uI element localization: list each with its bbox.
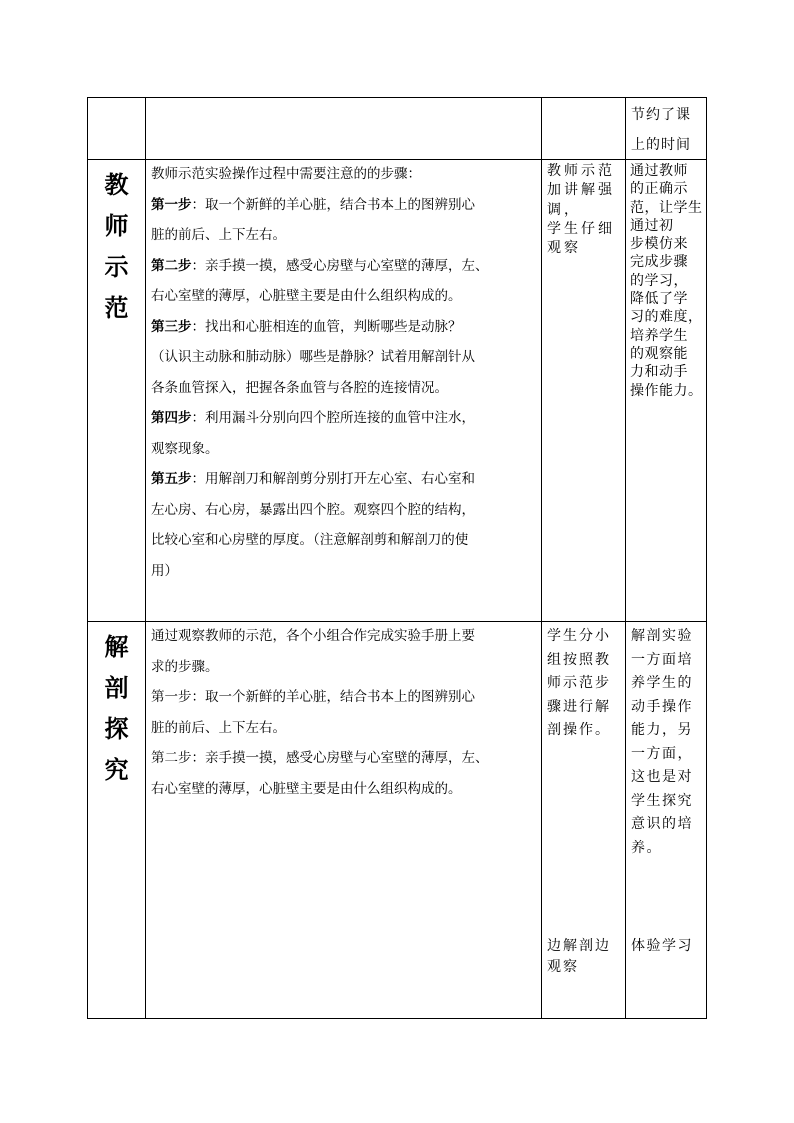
text-line: 观察 [547,240,581,257]
explore-step-2 [151,743,539,774]
step-label: 第二步 [151,750,192,766]
text-line: 的学习， [630,272,688,289]
demo-step-5-cont: 比较心室和心房壁的厚度。（注意解剖剪和解剖刀的使 [151,532,469,548]
text-line: 动手操作 [631,698,693,715]
column-divider [145,98,146,1018]
text-line: 学生探究 [631,792,693,809]
text-line: 加讲解强 [547,182,615,199]
text-line: 降低了学 [630,291,688,308]
explore-student-cell [547,625,625,743]
step-sep: ： [191,750,205,766]
explore-student-cell-2 [547,936,625,978]
step-text: 找出和心脏相连的血管，判断哪些是动脉？ [205,318,462,335]
step-text: 亲手摸一摸，感受心房壁与心室壁的薄厚，左、 [205,750,489,766]
text-line: 体验学习 [631,938,693,954]
label-char: 教 [104,170,129,199]
step-label: 第五步 [151,471,192,487]
text-line: 学生分小 [547,628,611,644]
text-line: 的观察能 [630,345,688,362]
text-line: 教师示范 [547,163,615,179]
demo-step-2-cont: 右心室壁的薄厚，心脏壁主要是由什么组织构成的。 [151,288,462,304]
text-line: 养。 [631,839,662,856]
text-line: 解剖实验 [631,628,693,644]
step-label: 第一步 [151,196,192,213]
text-line: 步模仿来 [630,236,688,253]
step-label: 第三步 [151,318,192,335]
text-line: 学生仔细 [547,220,615,237]
text-line: 剖操作。 [547,722,611,738]
text-line: 通过初 [630,217,674,234]
label-char: 剖 [104,673,129,702]
step-sep: ： [191,471,205,487]
text-line: 观察 [547,959,579,975]
explore-purpose-cell-2 [631,936,708,957]
step-text: 利用漏斗分别向四个腔所连接的血管中注水， [205,410,475,426]
explore-content-cell [151,621,539,804]
label-char: 探 [104,714,129,743]
step-text: 取一个新鲜的羊心脏，结合书本上的图辨别心 [205,196,475,213]
explore-intro-cont: 求的步骤。 [151,658,219,675]
text-line: 的正确示 [630,181,688,198]
demo-step-3 [151,312,539,343]
text-line: 习的难度， [630,309,703,326]
demo-step-5-cont: 用） [151,562,178,579]
step-sep: ： [191,318,205,335]
text-line: 力和动手 [630,364,688,381]
text-line: 意识的培 [631,816,693,832]
text-line: 能力，另 [631,722,693,738]
text-line: 组按照教 [547,651,611,668]
demo-student-cell [547,162,625,258]
demo-intro: 教师示范实验操作过程中需要注意的的步骤： [151,166,421,182]
step-text: 取一个新鲜的羊心脏，结合书本上的图辨别心 [205,689,475,705]
explore-step-2-cont: 右心室壁的薄厚，心脏壁主要是由什么组织构成的。 [151,780,462,797]
explore-section-label [88,626,145,790]
demo-step-4 [151,403,539,434]
step-text: 亲手摸一摸，感受心房壁与心室壁的薄厚，左、 [205,257,489,274]
explore-step-1 [151,682,539,713]
text-line: 节约了课 [631,107,691,123]
label-char: 范 [104,293,129,322]
label-char: 示 [104,252,129,281]
column-divider [541,98,542,1018]
step-label: 第四步 [151,410,192,426]
label-char: 师 [104,211,129,240]
text-line: 这也是对 [631,769,693,785]
column-divider [625,98,626,1018]
text-line: 一方面培 [631,651,693,668]
step-label: 第一步 [151,689,192,705]
demo-step-3-cont: （认识主动脉和肺动脉）哪些是静脉？试着用解剖针从 [151,349,475,365]
text-line: 上的时间 [631,137,691,153]
text-line: 调， [547,201,581,218]
text-line: 师示范步 [547,675,611,691]
label-char: 究 [104,755,129,784]
text-line: 通过教师 [630,163,688,179]
text-line: 完成步骤 [630,254,688,271]
demo-step-1 [151,190,539,221]
text-line: 养学生的 [631,675,693,691]
demo-step-1-cont: 脏的前后、上下左右。 [151,227,286,243]
demo-step-5-cont: 左心房、右心房，暴露出四个腔。观察四个腔的结构， [151,501,475,518]
step-sep: ： [191,196,205,213]
lesson-plan-table [87,97,707,1019]
step-sep: ： [191,410,205,426]
row0-purpose-cell [631,100,707,160]
step-text: 用解剖刀和解剖剪分别打开左心室、右心室和 [205,471,475,487]
demo-content-cell [151,159,539,586]
demo-section-label [88,164,145,328]
explore-step-1-cont: 脏的前后、上下左右。 [151,719,286,736]
text-line: 边解剖边 [547,938,611,954]
text-line: 骤进行解 [547,698,611,715]
explore-intro: 通过观察教师的示范，各个小组合作完成实验手册上要 [151,628,475,644]
text-line: 一方面， [631,745,693,762]
text-line: 范，让学生 [630,199,703,216]
demo-step-2 [151,251,539,282]
demo-purpose-cell [630,162,708,400]
step-label: 第二步 [151,257,192,274]
label-char: 解 [104,632,129,661]
explore-purpose-cell [631,625,708,860]
step-sep: ： [191,689,205,705]
demo-step-4-cont: 观察现象。 [151,440,219,457]
demo-step-5 [151,464,539,495]
text-line: 操作能力。 [630,382,703,399]
step-sep: ： [191,257,205,274]
text-line: 培养学生 [630,327,688,344]
demo-step-3-cont: 各条血管探入，把握各条血管与各腔的连接情况。 [151,379,448,396]
